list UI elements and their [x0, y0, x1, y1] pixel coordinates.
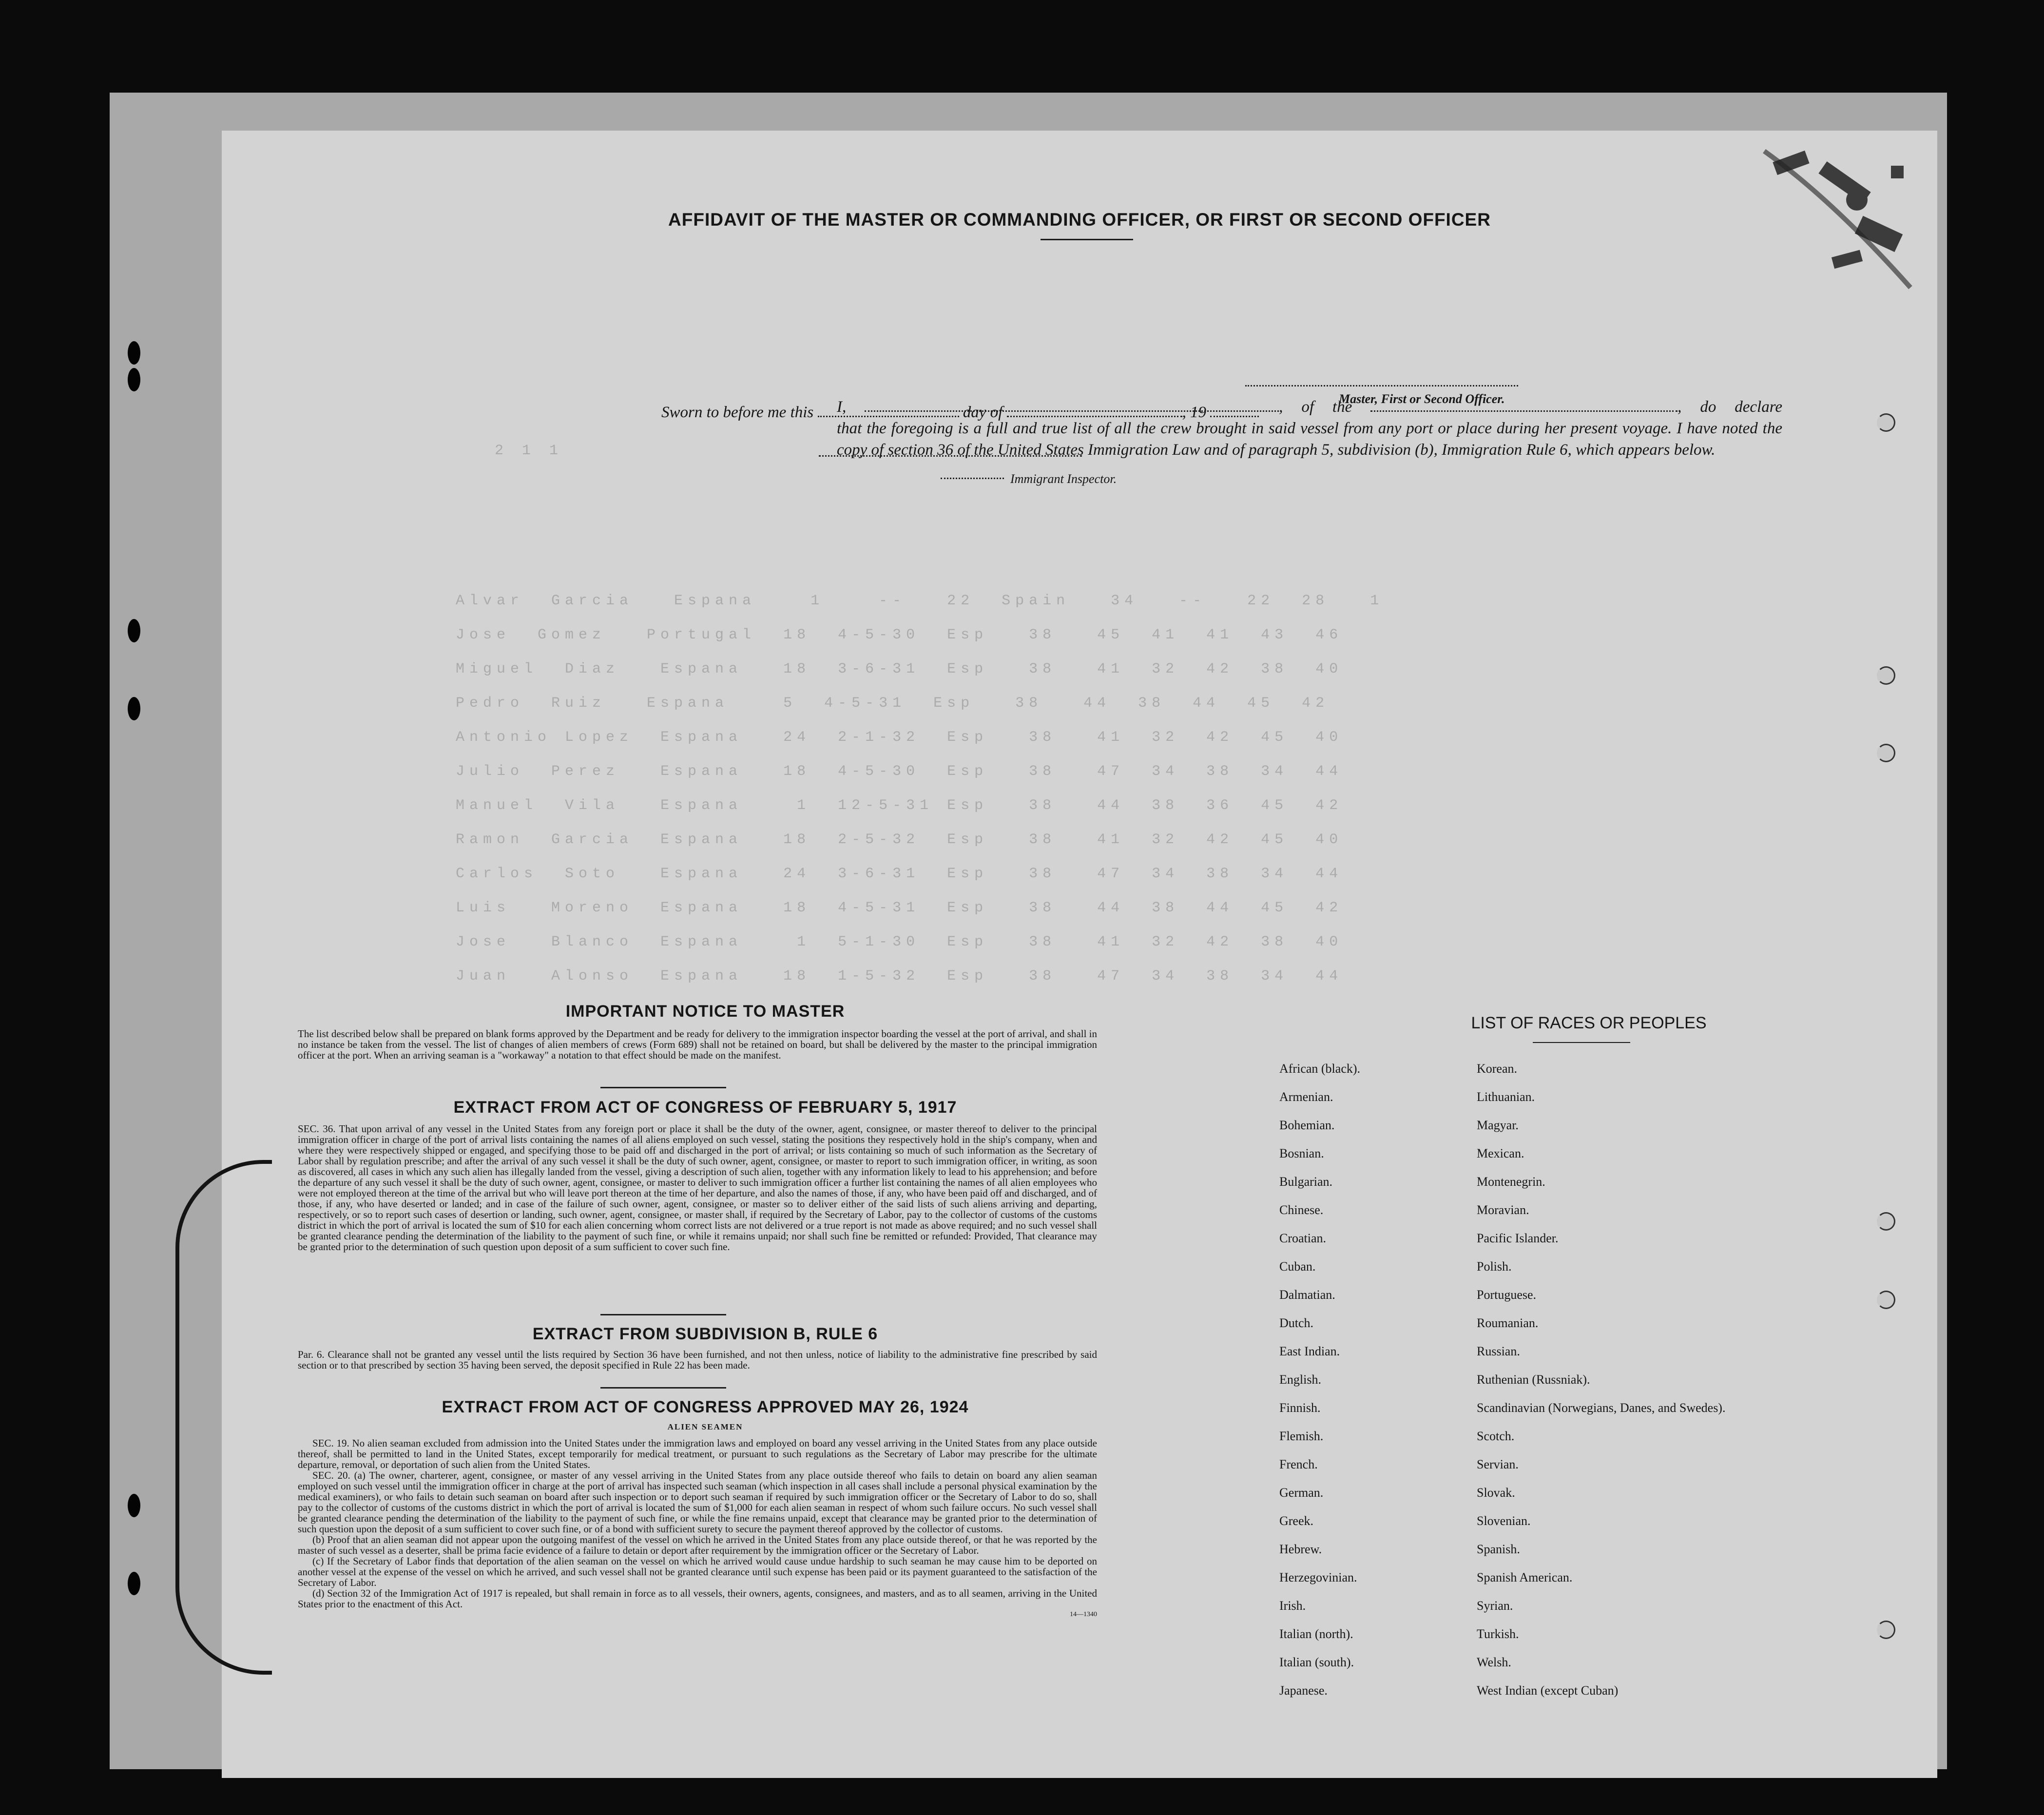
notice-text: The list described below shall be prepared on blank forms approved by the Department and be ready for delivery to the immigration inspector boarding the vessel at the port of arrival, and shall in no instance be taken from the vessel. The list of changes of alien members of crews (Form 689) shall not be retained on board, but shall be delivered by the master to the principal immigration officer at the port. When an arriving seaman is a "workaway" a notation to that effect should be made on the manifest. — [298, 1028, 1097, 1061]
sworn-line — [661, 404, 1259, 422]
race-item: Herzegovinian. — [1279, 1570, 1357, 1584]
master-signature-field[interactable] — [1245, 385, 1518, 386]
race-item: Croatian. — [1279, 1231, 1327, 1245]
race-item: Servian. — [1477, 1457, 1519, 1471]
race-item: Dalmatian. — [1279, 1288, 1335, 1302]
race-item: Spanish American. — [1477, 1570, 1573, 1584]
race-item: Welsh. — [1477, 1655, 1511, 1669]
punch-hole — [1877, 666, 1895, 685]
sworn-month-field[interactable] — [1007, 416, 1182, 417]
race-item: Magyar. — [1477, 1118, 1519, 1132]
do-declare-label: , do declare — [1678, 398, 1782, 416]
race-item: Montenegrin. — [1477, 1175, 1545, 1189]
race-item: Bosnian. — [1279, 1146, 1324, 1160]
race-item: French. — [1279, 1457, 1318, 1471]
race-item: Scandinavian (Norwegians, Danes, and Swedes). — [1477, 1401, 1726, 1415]
year-label: , 19 — [1182, 404, 1207, 421]
races-rule — [1533, 1042, 1630, 1043]
races-left-column — [1279, 1055, 1360, 1705]
race-item: Cuban. — [1279, 1259, 1316, 1274]
race-item: Mexican. — [1477, 1146, 1524, 1160]
binder-hole — [128, 619, 140, 642]
punch-hole — [1877, 744, 1895, 762]
race-item: Hebrew. — [1279, 1542, 1322, 1556]
day-of-label: day of — [963, 404, 1003, 421]
binder-hole — [128, 1572, 140, 1595]
binding-curve — [175, 1160, 272, 1675]
race-item: Bulgarian. — [1279, 1175, 1333, 1189]
races-title: LIST OF RACES OR PEOPLES — [1471, 1014, 1707, 1032]
race-item: Portuguese. — [1477, 1288, 1537, 1302]
race-item: Slovak. — [1477, 1486, 1515, 1500]
race-item: Bohemian. — [1279, 1118, 1335, 1132]
binder-hole — [128, 368, 140, 391]
alien-seamen-subtitle: ALIEN SEAMEN — [667, 1422, 743, 1431]
extract-1917-text: SEC. 36. That upon arrival of any vessel in the United States from any foreign port or place it shall be the duty of the owner, agent, consignee, or master thereof to deliver to the principal immigration officer in charge of the port of arrival lists containing the names of all aliens employed on such vessel, stating the positions they respectively hold in the ship's company, when and where they were respectively shipped or engaged, and specifying those to be paid off and discharged in the port of arrival; or lists containing so much of such information as the Secretary of Labor shall by regulation prescribe; and after the arrival of any such vessel it shall be the duty of such owner, agent, consignee, or master to report to such immigration officer, in writing, as soon as discovered, all cases in which any such alien has illegally landed from the vessel, giving a description of such alien, together with any information likely to lead to his apprehension; and before the departure of any such vessel it shall be the duty of such owner, agent, consignee, or master to deliver to such immigration officer a further list containing the names of all alien employees who were not employed thereon at the time of the arrival but who will leave port thereon at the time of her departure, and also the names of those, if any, who have been paid off and discharged, and of those, if any, who have deserted or landed; and in case of the failure of such owner, agent, consignee, or master so to deliver either of the said lists of such aliens arriving and departing, respectively, or so to report such cases of desertion or landing, such owner, agent, consignee, or master shall, if required by the Secretary of Labor, pay to the collector of customs of the customs district in which the port of arrival is located the sum of $10 for each alien concerning whom correct lists are not delivered or a true report is not made as above required; and no such vessel shall be granted clearance pending the determination of the liability to the payment of such fine, or while it remains unpaid; nor shall such fine be remitted or refunded: Provided, That clearance may be granted prior to the determination of such question upon deposit of a sum sufficient to cover such fine. — [298, 1123, 1097, 1253]
race-item: Ruthenian (Russniak). — [1477, 1372, 1590, 1387]
race-item: Greek. — [1279, 1514, 1314, 1528]
notice-title: IMPORTANT NOTICE TO MASTER — [565, 1002, 845, 1021]
sec-20b-text: (b) Proof that an alien seaman did not appear upon the outgoing manifest of the vessel on which he arrived in the United States from any place outside thereof, or that he was reported by the master of such vessel as a deserter, shall be prima facie evidence of a failure to detain or deport after requirement by the immigration officer or the Secretary of Labor. — [298, 1534, 1097, 1556]
race-item: Italian (south). — [1279, 1655, 1354, 1669]
form-number: 14—1340 — [1070, 1611, 1097, 1618]
race-item: Scotch. — [1477, 1429, 1515, 1443]
bleed-through-text: 2 1 1 — [495, 443, 563, 459]
affidavit-title: AFFIDAVIT OF THE MASTER OR COMMANDING OFFICER, OR FIRST OR SECOND OFFICER — [668, 210, 1491, 230]
race-item: Moravian. — [1477, 1203, 1529, 1217]
section-rule — [600, 1314, 726, 1315]
sec-19-text: SEC. 19. No alien seaman excluded from admission into the United States under the immigration laws and employed on board any vessel arriving in the United States from any place outside thereof, shall be permitted to land in the United States, except temporarily for medical treatment, or pursuant to such regulations as the Secretary of Labor may prescribe for the ultimate departure, removal, or deportation of such alien from the United States. — [298, 1437, 1097, 1470]
punch-hole — [1877, 1621, 1895, 1639]
race-item: Flemish. — [1279, 1429, 1324, 1443]
race-item: Japanese. — [1279, 1683, 1328, 1698]
i-label: I, — [837, 398, 847, 416]
bleed-through-table: Alvar Garcia Espana 1 -- 22 Spain 34 -- 22 28 1 Jose Gomez Portugal 18 4-5-30 Esp 38 45 41 41 43 46 Miguel Diaz Espana 18 3-6-31 Esp 38 41 32 42 38 40 Pedro Ruiz Espana 5 4-5-31 Esp 38 44 38 44 45 42 Antonio Lopez Espana 24 2-1-32 Esp 38 41 32 42 45 40 Julio Perez Espana 18 4-5-30 Esp 38 47 34 38 34 44 Manuel Vila Espana 1 12-5-31 Esp 38 44 38 36 45 42 Ramon Garcia Espana 18 2-5-32 Esp 38 41 32 42 45 40 Carlos Soto Espana 24 3-6-31 Esp 38 47 34 38 34 44 Luis Moreno Espana 18 4-5-31 Esp 38 44 38 44 45 42 Jose Blanco Espana 1 5-1-30 Esp 38 41 32 42 38 40 Juan Alonso Espana 18 1-5-32 Esp 38 47 34 38 34 44 — [456, 593, 1384, 985]
sec-20c-text: (c) If the Secretary of Labor finds that deportation of the alien seaman on the vessel on which he arrived would cause undue hardship to such seaman he may cause him to be deported on another vessel at the expense of the vessel on which he arrived, and such vessel shall not be granted clearance until such expense has been paid or its payment guaranteed to the satisfaction of the Secretary of Labor. — [298, 1555, 1097, 1588]
inspector-dots — [941, 478, 1004, 479]
binder-hole — [128, 1494, 140, 1517]
race-item: Korean. — [1477, 1062, 1518, 1076]
of-the-label: , of the — [1279, 398, 1352, 416]
race-item: Irish. — [1279, 1599, 1306, 1613]
seal-stamp-icon — [1745, 132, 1930, 307]
rule-6-title: EXTRACT FROM SUBDIVISION B, RULE 6 — [532, 1325, 878, 1343]
punch-hole — [1877, 413, 1895, 432]
extract-1917-title: EXTRACT FROM ACT OF CONGRESS OF FEBRUARY 5, 1917 — [453, 1098, 957, 1117]
sec-20a-text: SEC. 20. (a) The owner, charterer, agent, consignee, or master of any vessel arriving in the United States from any place outside thereof who fails to detain on board any alien seaman employed on such vessel until the immigration officer in charge at the port of arrival has inspected such seaman (which inspection in all cases shall include a personal physical examination by the medical examiners), or who fails to detain such seaman on board after such inspection or to deport such seaman if required by such immigration officer or the Secretary of Labor to do so, shall pay to the collector of customs of the customs district in which the port of arrival is located the sum of $1,000 for each alien seaman in respect of whom such failure occurs. No such vessel shall be granted clearance pending the determination of the liability to the payment of such fine, or while the fine remains unpaid, except that clearance may be granted prior to the determination of such question upon the deposit of a sum sufficient to cover such fine, or of a bond with sufficient surety to secure the payment thereof approved by the collector of customs. — [298, 1469, 1097, 1535]
race-item: West Indian (except Cuban) — [1477, 1683, 1619, 1698]
race-item: Polish. — [1477, 1259, 1512, 1274]
vessel-name-field[interactable] — [1370, 410, 1678, 412]
race-item: English. — [1279, 1372, 1321, 1387]
race-item: Dutch. — [1279, 1316, 1314, 1330]
race-item: Slovenian. — [1477, 1514, 1531, 1528]
sworn-day-field[interactable] — [818, 416, 959, 417]
extract-1924-title: EXTRACT FROM ACT OF CONGRESS APPROVED MAY 26, 1924 — [442, 1398, 969, 1416]
extract-1924-text — [298, 1438, 1097, 1620]
sworn-label: Sworn to before me this — [661, 404, 814, 421]
race-item: German. — [1279, 1486, 1324, 1500]
declaration-text: that the foregoing is a full and true list of all the crew brought in said vessel from any port or place during her present voyage. I have noted the copy of section 36 of the United States Immigration Law and of paragraph 5, subdivision (b), Immigration Rule 6, which appears below. — [837, 420, 1782, 459]
title-rule — [1041, 239, 1133, 240]
race-item: Pacific Islander. — [1477, 1231, 1559, 1245]
manifest-page — [222, 131, 1937, 1778]
race-item: Finnish. — [1279, 1401, 1321, 1415]
race-item: Armenian. — [1279, 1090, 1333, 1104]
section-rule — [600, 1387, 726, 1389]
race-item: African (black). — [1279, 1062, 1361, 1076]
race-item: Roumanian. — [1477, 1316, 1539, 1330]
race-item: Spanish. — [1477, 1542, 1520, 1556]
race-item: Russian. — [1477, 1344, 1520, 1358]
inspector-signature-field[interactable] — [819, 455, 1082, 457]
punch-hole — [1877, 1291, 1895, 1309]
master-signature-label: Master, First or Second Officer. — [1339, 392, 1505, 406]
rule-6-text: Par. 6. Clearance shall not be granted any vessel until the lists required by Section 36 have been furnished, and not then unless, notice of liability to the administrative fine prescribed by said section or to that prescribed by section 35 having been served, the deposit specified in Rule 22 has been made. — [298, 1349, 1097, 1371]
race-item: East Indian. — [1279, 1344, 1340, 1358]
sec-20d-text: (d) Section 32 of the Immigration Act of 1917 is repealed, but shall remain in force as to all vessels, their owners, agents, consignees, and masters, and as to all seamen, arriving in the United States prior to the enactment of this Act. — [298, 1587, 1097, 1610]
section-rule — [600, 1087, 726, 1088]
race-item: Turkish. — [1477, 1627, 1519, 1641]
race-item: Chinese. — [1279, 1203, 1324, 1217]
races-right-column — [1477, 1055, 1725, 1705]
race-item: Syrian. — [1477, 1599, 1513, 1613]
punch-hole — [1877, 1212, 1895, 1231]
race-item: Italian (north). — [1279, 1627, 1353, 1641]
binder-hole — [128, 697, 140, 720]
sworn-year-field[interactable] — [1210, 416, 1259, 417]
binder-hole — [128, 341, 140, 365]
inspector-label: Immigrant Inspector. — [1010, 472, 1117, 486]
race-item: Lithuanian. — [1477, 1090, 1535, 1104]
